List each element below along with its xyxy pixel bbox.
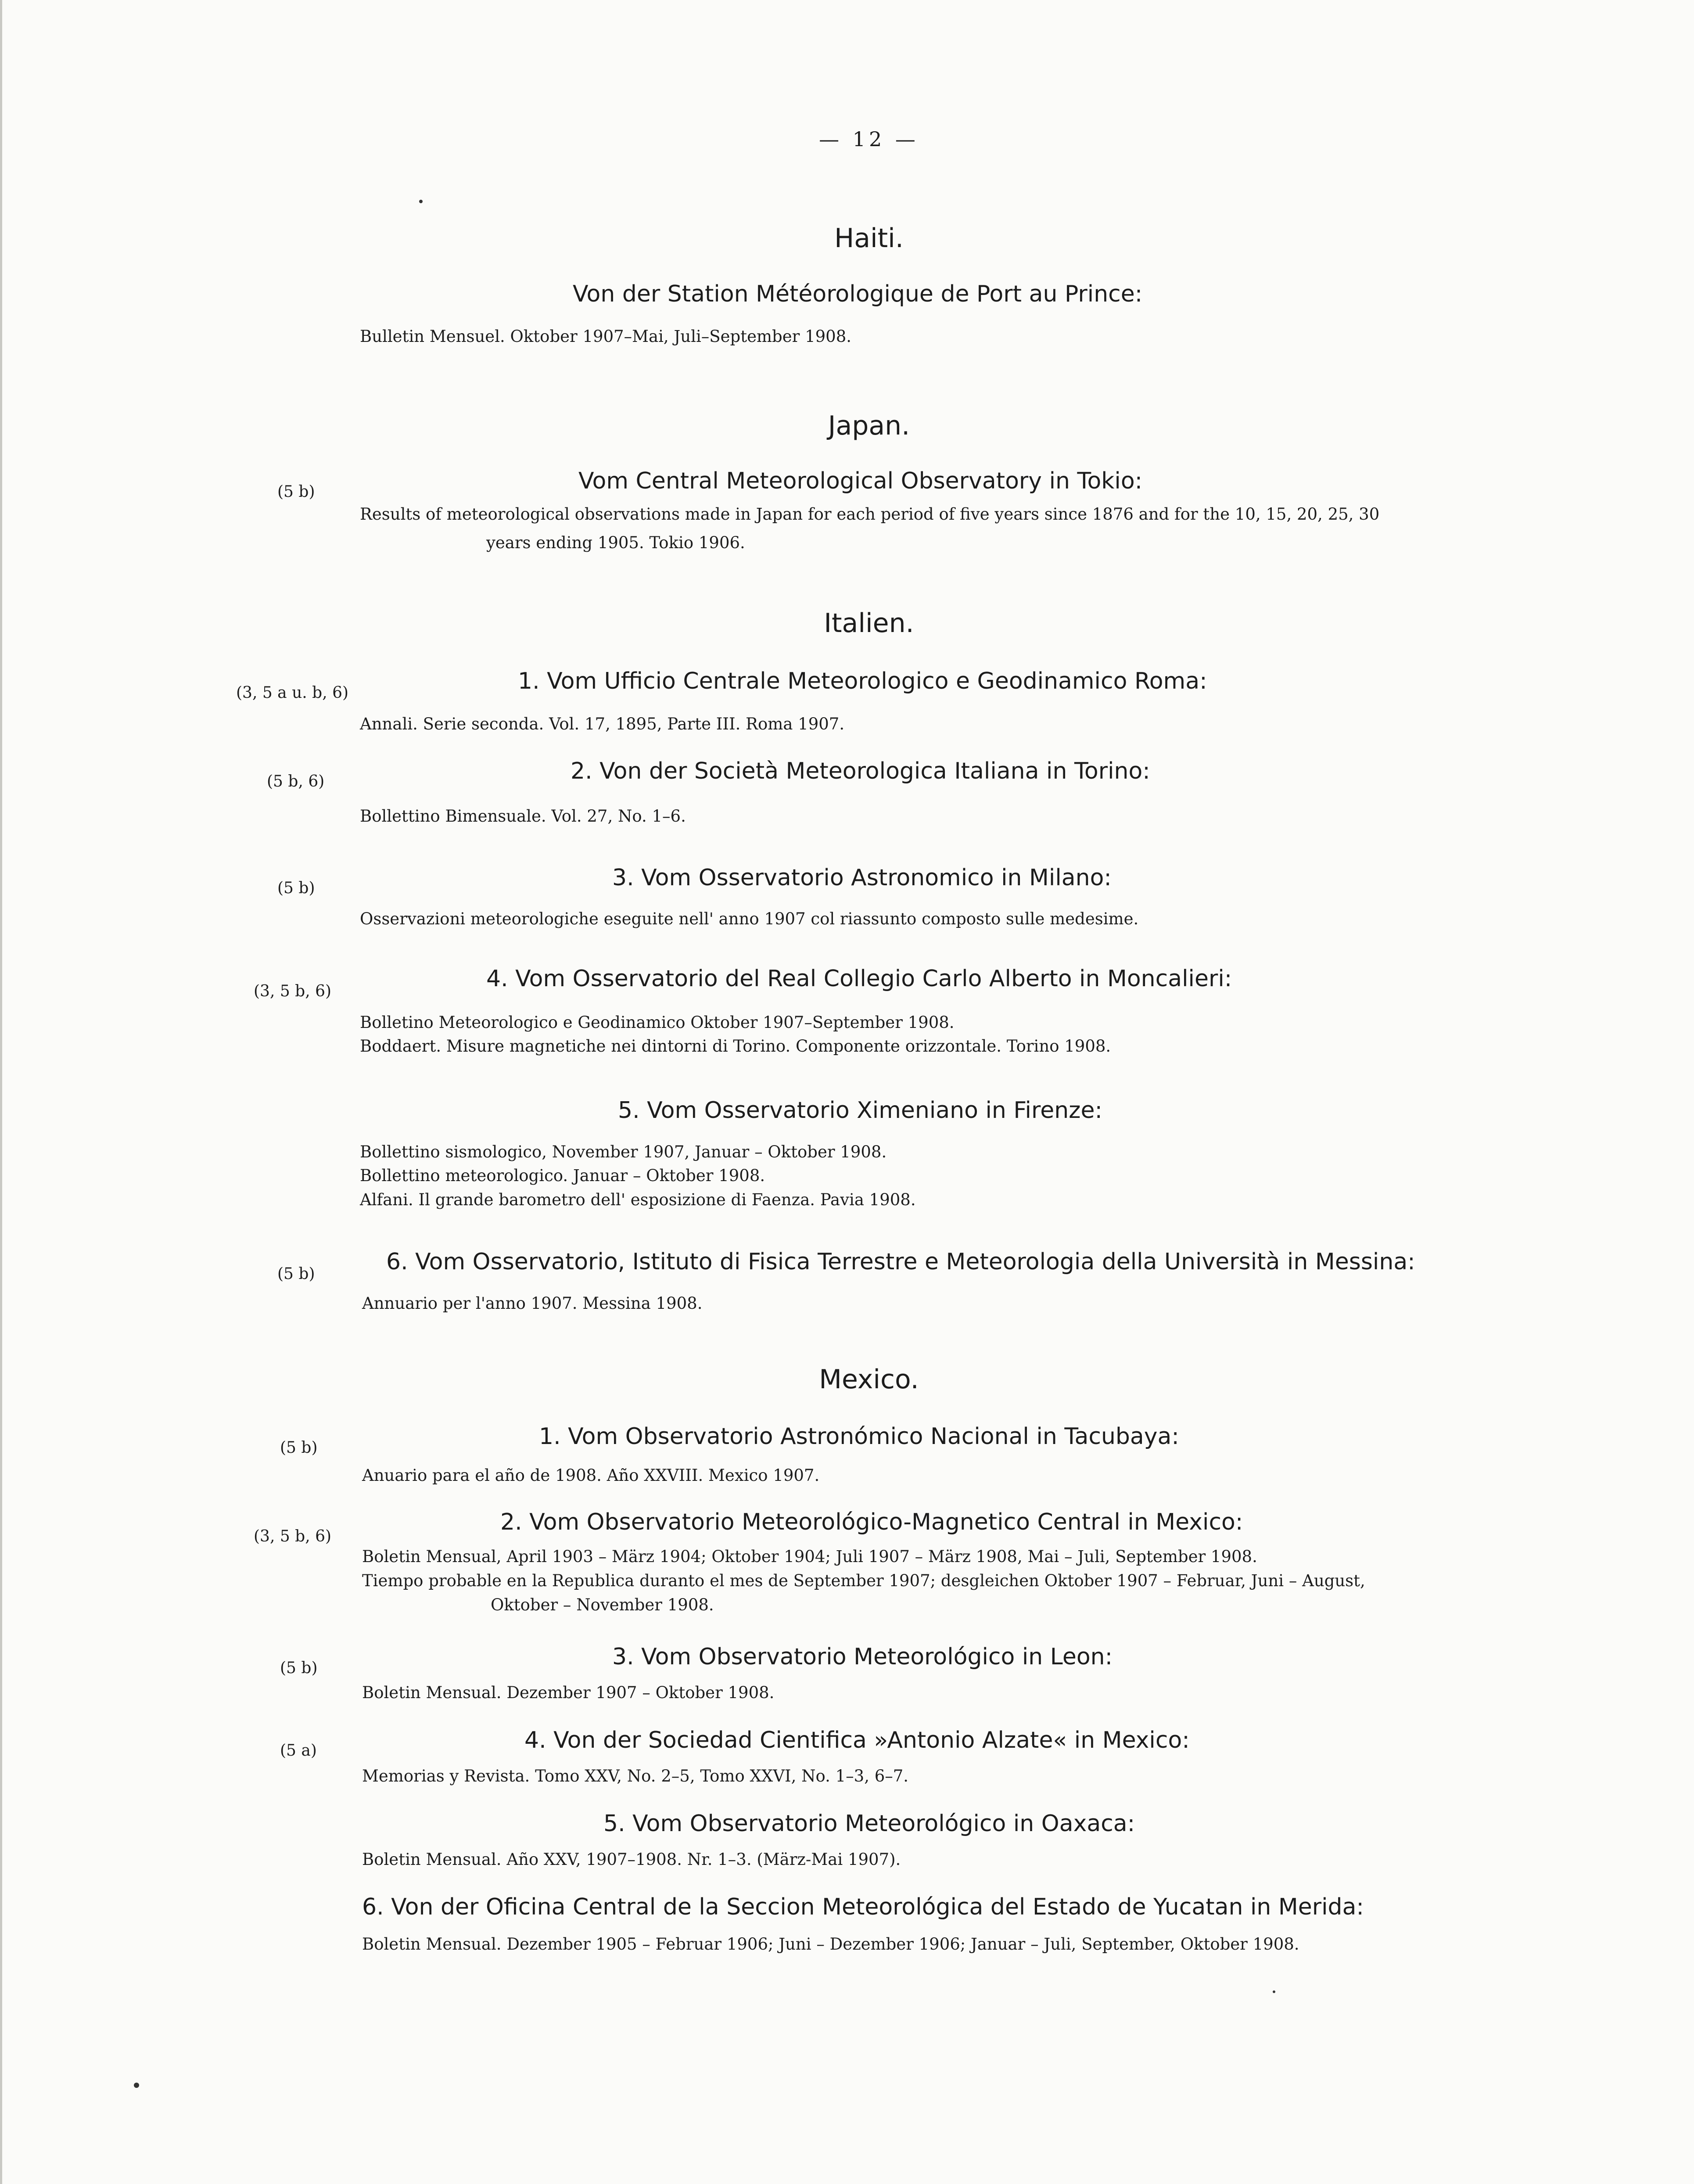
publication-line: Boletin Mensual. Año XXV, 1907–1908. Nr. 1–3. (März-Mai 1907). xyxy=(362,1850,901,1869)
publication-line: Bollettino Bimensuale. Vol. 27, No. 1–6. xyxy=(360,807,686,826)
institution-heading: 1. Vom Ufficio Centrale Meteorologico e Geodinamico Roma: xyxy=(518,668,1207,694)
institution-heading: Vom Central Meteorological Observatory in Tokio: xyxy=(578,468,1143,494)
publication-line: Boletin Mensual, April 1903 – März 1904; Oktober 1904; Juli 1907 – März 1908, Mai – Juli, September 1908. xyxy=(362,1547,1257,1566)
margin-note: (5 b, 6) xyxy=(267,772,325,790)
institution-heading: 2. Von der Società Meteorologica Italiana in Torino: xyxy=(571,758,1150,784)
margin-note: (3, 5 b, 6) xyxy=(254,982,332,1000)
institution-heading: 5. Vom Observatorio Meteorológico in Oaxaca: xyxy=(603,1810,1135,1837)
institution-heading: 1. Vom Observatorio Astronómico Nacional in Tacubaya: xyxy=(539,1423,1179,1450)
publication-line: Annuario per l'anno 1907. Messina 1908. xyxy=(362,1294,703,1313)
institution-heading: 6. Vom Osservatorio, Istituto di Fisica Terrestre e Meteorologia della Università in Messina: xyxy=(386,1249,1415,1275)
scan-speck xyxy=(134,2083,139,2088)
country-heading-haiti: Haiti. xyxy=(834,223,904,254)
margin-note: (5 b) xyxy=(277,483,315,501)
publication-line: Tiempo probable en la Republica duranto el mes de September 1907; desgleichen Oktober 1907 – Februar, Juni – August, xyxy=(362,1571,1365,1590)
publication-line: Annali. Serie seconda. Vol. 17, 1895, Parte III. Roma 1907. xyxy=(360,715,845,733)
margin-note: (5 b) xyxy=(280,1439,318,1457)
institution-heading: 3. Vom Osservatorio Astronomico in Milano: xyxy=(612,865,1112,891)
institution-heading: 4. Von der Sociedad Cientifica »Antonio Alzate« in Mexico: xyxy=(524,1727,1190,1753)
publication-line: Bollettino meteorologico. Januar – Oktober 1908. xyxy=(360,1166,765,1185)
country-heading-japan: Japan. xyxy=(828,410,910,441)
scan-edge xyxy=(0,0,2,2184)
publication-line: years ending 1905. Tokio 1906. xyxy=(486,533,745,552)
scan-speck xyxy=(419,200,423,203)
margin-note: (5 b) xyxy=(280,1659,318,1677)
country-heading-italien: Italien. xyxy=(824,608,914,639)
publication-line: Alfani. Il grande barometro dell' esposizione di Faenza. Pavia 1908. xyxy=(360,1190,916,1209)
publication-line: Bollettino sismologico, November 1907, Januar – Oktober 1908. xyxy=(360,1142,887,1161)
publication-line: Bulletin Mensuel. Oktober 1907–Mai, Juli–September 1908. xyxy=(360,327,852,346)
institution-heading: Von der Station Météorologique de Port au Prince: xyxy=(573,281,1143,307)
publication-line: Oktober – November 1908. xyxy=(491,1595,714,1614)
margin-note: (3, 5 b, 6) xyxy=(254,1527,332,1545)
margin-note: (5 b) xyxy=(277,879,315,897)
margin-note: (5 a) xyxy=(280,1742,317,1760)
institution-heading: 6. Von der Oficina Central de la Seccion Meteorológica del Estado de Yucatan in Merida: xyxy=(362,1894,1364,1920)
institution-heading: 3. Vom Observatorio Meteorológico in Leon: xyxy=(612,1644,1113,1670)
publication-line: Bolletino Meteorologico e Geodinamico Oktober 1907–September 1908. xyxy=(360,1013,955,1032)
country-heading-mexico: Mexico. xyxy=(819,1364,919,1395)
publication-line: Memorias y Revista. Tomo XXV, No. 2–5, Tomo XXVI, No. 1–3, 6–7. xyxy=(362,1767,909,1785)
institution-heading: 2. Vom Observatorio Meteorológico-Magnetico Central in Mexico: xyxy=(500,1509,1243,1535)
margin-note: (3, 5 a u. b, 6) xyxy=(236,684,349,702)
page-number: — 12 — xyxy=(819,127,919,151)
publication-line: Boletin Mensual. Dezember 1907 – Oktober 1908. xyxy=(362,1683,775,1702)
institution-heading: 5. Vom Osservatorio Ximeniano in Firenze: xyxy=(618,1097,1102,1124)
publication-line: Osservazioni meteorologiche eseguite nell' anno 1907 col riassunto composto sulle medesime. xyxy=(360,909,1139,928)
publication-line: Anuario para el año de 1908. Año XXVIII. Mexico 1907. xyxy=(362,1466,820,1485)
scan-speck xyxy=(1273,1990,1275,1993)
margin-note: (5 b) xyxy=(277,1265,315,1283)
publication-line: Boddaert. Misure magnetiche nei dintorni di Torino. Componente orizzontale. Torino 1908. xyxy=(360,1037,1111,1056)
institution-heading: 4. Vom Osservatorio del Real Collegio Carlo Alberto in Moncalieri: xyxy=(486,966,1232,992)
publication-line: Results of meteorological observations made in Japan for each period of five years since 1876 and for the 10, 15, 20, 25, 30 xyxy=(360,505,1380,524)
publication-line: Boletin Mensual. Dezember 1905 – Februar 1906; Juni – Dezember 1906; Januar – Juli, September, Oktober 1908. xyxy=(362,1935,1299,1954)
